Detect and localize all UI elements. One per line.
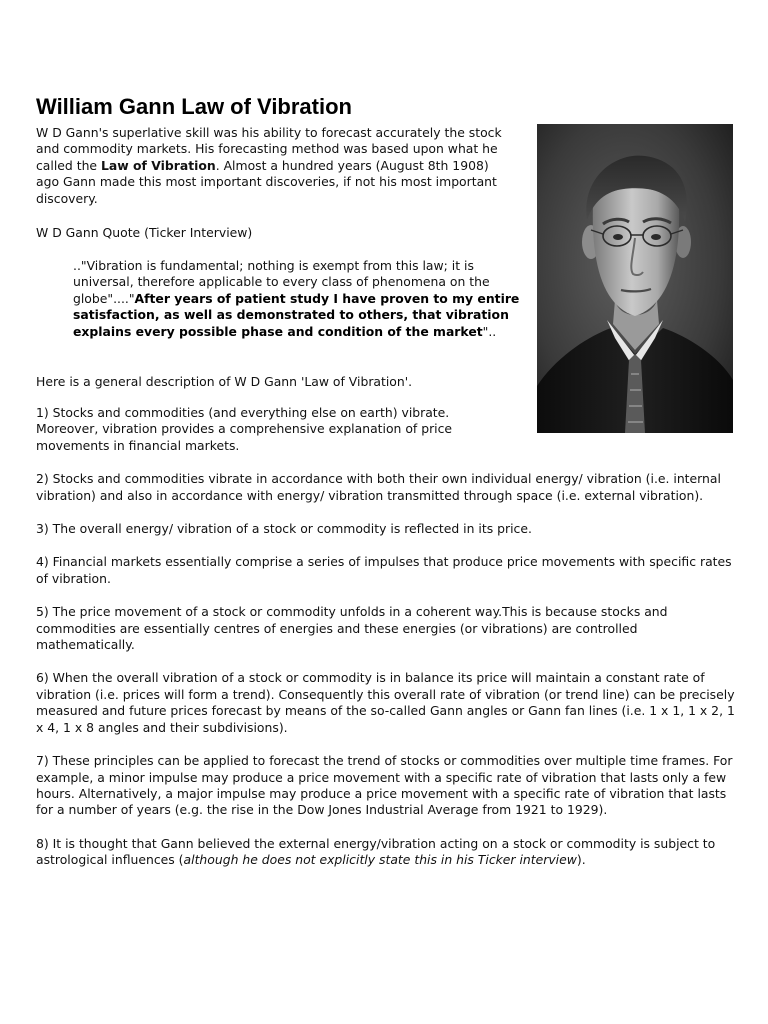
gann-portrait-photo <box>537 124 733 433</box>
page-title: William Gann Law of Vibration <box>36 94 352 119</box>
list-item: 5) The price movement of a stock or commodity unfolds in a coherent way.This is because stocks and commodities are essentially centres of energies and these energies (or vibrations) are controlled mathematically. <box>36 604 668 653</box>
list-item: 2) Stocks and commodities vibrate in accordance with both their own individual energy/ vibration (i.e. internal vibration) and also in accordance with energy/ vibration transmitted through space (i.e. external vibration). <box>36 471 721 503</box>
quote-plain: .."Vibration is fundamental; nothing is exempt from this law; it is universal, therefore applicable to every class of phenomena on the globe"...." <box>73 258 490 306</box>
list-item: 1) Stocks and commodities (and everything else on earth) vibrate. Moreover, vibration provides a comprehensive explanation of price movements in financial markets. <box>36 405 453 453</box>
quote-end: ".. <box>482 323 497 339</box>
points-list <box>36 405 736 886</box>
point8-text: 8) It is thought that Gann believed the external energy/vibration acting on a stock or commodity is subject to astrological influences ( <box>36 835 716 868</box>
list-item: 7) These principles can be applied to forecast the trend of stocks or commodities over multiple time frames. For example, a minor impulse may produce a price movement with a specific rate of vibration that lasts only a few hours. Alternatively, a major impulse may produce a price movement with a specific rate of vibration that lasts for a number of years (e.g. the rise in the Dow Jones Industrial Average from 1921 to 1929). <box>36 753 733 818</box>
intro-text: W D Gann's superlative skill was his ability to forecast accurately the stock and commodity markets. His forecasting method was based upon what he called the <box>36 125 502 173</box>
list-item: 4) Financial markets essentially comprise a series of impulses that produce price movements with specific rates of vibration. <box>36 554 732 586</box>
list-item: 6) When the overall vibration of a stock or commodity is in balance its price will maintain a constant rate of vibration (i.e. prices will form a trend). Consequently this overall rate of vibration (or trend line) can be precisely measured and future prices forecast by means of the so-called Gann angles or Gann fan lines (i.e. 1 x 1, 1 x 2, 1 x 4, 1 x 8 angles and their subdivisions). <box>36 670 735 735</box>
quote-label: W D Gann Quote (Ticker Interview) <box>36 225 253 240</box>
point8-end: ). <box>576 852 586 868</box>
general-description: Here is a general description of W D Gann 'Law of Vibration'. <box>36 374 413 389</box>
list-item <box>36 836 736 869</box>
intro-paragraph <box>36 125 512 207</box>
intro-text-end: . Almost a hundred years (August 8th 1908) ago Gann made this most important discoveries, if not his most important discovery. <box>36 157 497 206</box>
quote-bold: After years of patient study I have proven to my entire satisfaction, as well as demonstrated to others, that vibration explains every possible phase and condition of the market <box>73 290 520 339</box>
point8-italic: although he does not explicitly state this in his Ticker interview <box>183 852 577 868</box>
law-of-vibration-term: Law of Vibration <box>101 157 216 173</box>
gann-quote <box>73 258 523 340</box>
list-item: 3) The overall energy/ vibration of a stock or commodity is reflected in its price. <box>36 521 532 537</box>
